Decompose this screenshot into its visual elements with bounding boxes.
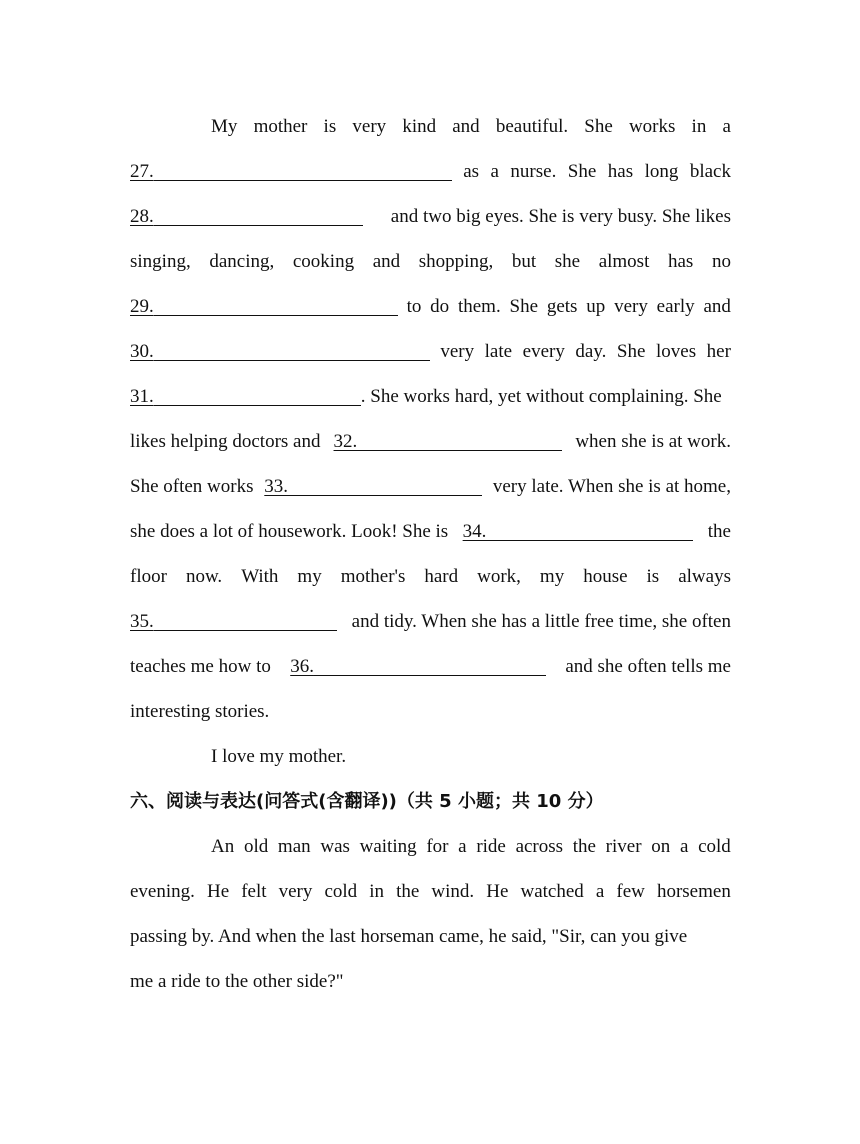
word: likes helping doctors and (130, 431, 321, 452)
blank-number: 31. (130, 386, 154, 407)
word: and two big eyes. She is very busy. She likes (390, 206, 731, 227)
word: always (678, 566, 731, 587)
word: a (490, 161, 499, 182)
worksheet-page (130, 104, 731, 1004)
word: and (703, 296, 731, 317)
word: teaches me how to (130, 656, 271, 677)
word: no (711, 251, 731, 272)
word: shopping, (418, 251, 494, 272)
word: as (463, 161, 480, 182)
word: day. (575, 341, 607, 362)
cloze-passage (130, 104, 731, 779)
word: them. (457, 296, 501, 317)
word: interesting stories. (130, 701, 270, 722)
word: loves (655, 341, 697, 362)
word: singing, (130, 251, 191, 272)
text-after-blank: . She works hard, yet without complaining. She (360, 386, 722, 407)
word: She (509, 296, 539, 317)
score-total: 10 (536, 791, 562, 812)
text-line (130, 824, 731, 869)
answer-blank[interactable] (130, 194, 363, 239)
word: horsemen (656, 881, 731, 902)
answer-blank[interactable] (334, 419, 563, 464)
word: very (278, 881, 313, 902)
text-line (130, 464, 731, 509)
word: is (323, 116, 337, 137)
answer-blank[interactable] (264, 464, 482, 509)
word: was (320, 836, 350, 857)
word: she does a lot of housework. Look! She is (130, 521, 449, 542)
word: in (369, 881, 385, 902)
word: works (628, 116, 676, 137)
blank-line[interactable] (486, 539, 693, 541)
word: cooking (292, 251, 355, 272)
word: man (277, 836, 311, 857)
text-line (130, 149, 731, 194)
blank-number: 27. (130, 161, 154, 182)
word: on (651, 836, 671, 857)
text-line (130, 374, 731, 419)
word: evening. (130, 881, 195, 902)
blank-line[interactable] (154, 179, 452, 181)
word: beautiful. (495, 116, 569, 137)
text-line (130, 689, 731, 734)
blank-number: 29. (130, 296, 154, 317)
text-line (130, 419, 731, 464)
word: in (691, 116, 707, 137)
word: up (586, 296, 606, 317)
answer-blank[interactable] (130, 599, 337, 644)
blank-line[interactable] (288, 494, 482, 496)
word: her (706, 341, 731, 362)
word: late (484, 341, 513, 362)
word: almost (598, 251, 650, 272)
word: I love my mother. (211, 746, 347, 767)
text-line (130, 734, 731, 779)
word: passing by. And when the last horseman came, he said, "Sir, can you give (130, 926, 688, 947)
blank-number: 34. (462, 521, 487, 542)
question-count: 5 (439, 791, 452, 812)
blank-line[interactable] (154, 359, 430, 361)
blank-line[interactable] (154, 404, 361, 406)
word: early (656, 296, 695, 317)
word: gets (546, 296, 578, 317)
word: but (511, 251, 537, 272)
word: the (707, 521, 731, 542)
word: black (689, 161, 731, 182)
word: work, (477, 566, 521, 587)
text-line (130, 329, 731, 374)
word: very late. When she is at home, (492, 476, 731, 497)
word: ride (476, 836, 506, 857)
word: house (583, 566, 628, 587)
word: mother's (340, 566, 406, 587)
text-line (130, 194, 731, 239)
word: waiting (359, 836, 417, 857)
word: mother (253, 116, 308, 137)
word: My (211, 116, 238, 137)
word: the (396, 881, 420, 902)
word: floor (130, 566, 167, 587)
word: and she often tells me (565, 656, 731, 677)
heading-part: 分） (561, 791, 604, 812)
blank-line[interactable] (314, 674, 546, 676)
word: is (646, 566, 660, 587)
word: when she is at work. (575, 431, 731, 452)
answer-blank[interactable] (290, 644, 546, 689)
blank-line[interactable] (154, 314, 398, 316)
word: very (614, 296, 648, 317)
word: An (211, 836, 235, 857)
word: She often works (130, 476, 254, 497)
word: She (584, 116, 613, 137)
reading-passage (130, 824, 731, 1004)
blank-number: 33. (264, 476, 289, 497)
word: hard (424, 566, 459, 587)
word: every (522, 341, 565, 362)
word: With (241, 566, 279, 587)
answer-blank[interactable] (130, 284, 398, 329)
word: kind (402, 116, 437, 137)
section-heading-text (130, 779, 604, 824)
heading-part: 小题；共 (451, 791, 537, 812)
text-line (130, 104, 731, 149)
word: to (406, 296, 422, 317)
word: long (644, 161, 679, 182)
heading-part: 六、阅读与表达(问答式(含翻译))（共 (130, 791, 440, 812)
word: cold (324, 881, 358, 902)
word: me a ride to the other side?" (130, 971, 344, 992)
text-line (130, 599, 731, 644)
word: river (605, 836, 642, 857)
word: the (572, 836, 596, 857)
word: and (372, 251, 401, 272)
word: a (679, 836, 689, 857)
word: very (352, 116, 387, 137)
word: my (539, 566, 565, 587)
word: watched (520, 881, 584, 902)
text-line (130, 284, 731, 329)
blank-number: 28. (130, 206, 154, 227)
word: old (243, 836, 269, 857)
word: has (607, 161, 634, 182)
blank-number: 30. (130, 341, 154, 362)
word: few (616, 881, 645, 902)
word: He (206, 881, 230, 902)
word: a (722, 116, 731, 137)
word: do (430, 296, 450, 317)
blank-number: 36. (290, 656, 314, 677)
blank-line[interactable] (357, 449, 562, 451)
text-line (130, 959, 731, 1004)
word: dancing, (209, 251, 275, 272)
text-line (130, 644, 731, 689)
word: and (452, 116, 480, 137)
word: wind. (431, 881, 475, 902)
word: now. (185, 566, 223, 587)
word: cold (698, 836, 731, 857)
blank-number: 35. (130, 611, 154, 632)
answer-blank[interactable] (130, 374, 722, 419)
answer-blank[interactable] (130, 329, 430, 374)
answer-blank[interactable] (463, 509, 694, 554)
word: across (515, 836, 564, 857)
text-line (130, 554, 731, 599)
word: for (426, 836, 449, 857)
word: has (667, 251, 694, 272)
word: She (616, 341, 646, 362)
word: and tidy. When she has a little free time, she often (351, 611, 731, 632)
text-line (130, 509, 731, 554)
word: a (458, 836, 467, 857)
word: He (486, 881, 509, 902)
text-line (130, 914, 731, 959)
word: a (595, 881, 605, 902)
text-line (130, 239, 731, 284)
answer-blank[interactable] (130, 149, 452, 194)
word: nurse. (510, 161, 557, 182)
word: my (297, 566, 322, 587)
word: very (440, 341, 475, 362)
blank-number: 32. (333, 431, 358, 452)
section-heading (130, 779, 731, 824)
blank-line[interactable] (154, 629, 337, 631)
blank-line[interactable] (154, 224, 363, 226)
text-line (130, 869, 731, 914)
word: she (554, 251, 581, 272)
word: felt (241, 881, 267, 902)
word: She (567, 161, 597, 182)
